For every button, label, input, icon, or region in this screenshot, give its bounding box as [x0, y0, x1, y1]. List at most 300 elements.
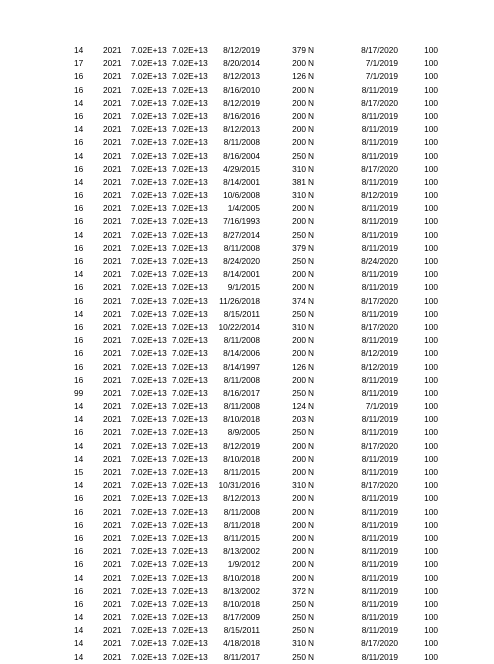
- percent-cell: 100: [424, 598, 438, 609]
- id-cell-a: 7.02E+13: [131, 110, 167, 121]
- amount-cell: 203: [292, 414, 306, 425]
- flag-cell: N: [308, 242, 314, 253]
- amount-cell: 200: [292, 467, 306, 477]
- percent-cell: 100: [424, 321, 438, 332]
- id-cell-b: 7.02E+13: [172, 45, 208, 55]
- flag-cell: N: [308, 651, 314, 662]
- percent-cell: 100: [424, 97, 438, 108]
- date-cell: 8/11/2018: [223, 519, 260, 530]
- effective-date-cell: 8/11/2019: [361, 137, 398, 148]
- effective-date-cell: 8/11/2019: [361, 150, 398, 161]
- table-row: [0, 466, 494, 479]
- percent-cell: 100: [424, 546, 438, 557]
- table-row: [0, 519, 494, 532]
- id-cell-a: 7.02E+13: [131, 401, 167, 412]
- id-cell-b: 7.02E+13: [172, 256, 208, 266]
- percent-cell: 100: [424, 256, 438, 266]
- table-row: [0, 150, 494, 163]
- percent-cell: 100: [424, 150, 438, 161]
- amount-cell: 379: [292, 242, 306, 253]
- year-cell: 2021: [103, 321, 122, 332]
- code-cell: 14: [74, 229, 84, 240]
- percent-cell: 100: [424, 71, 438, 82]
- percent-cell: 100: [424, 387, 438, 398]
- date-cell: 8/11/2008: [223, 374, 260, 385]
- table-row: [0, 611, 494, 624]
- id-cell-b: 7.02E+13: [172, 361, 208, 372]
- id-cell-a: 7.02E+13: [131, 176, 167, 187]
- code-cell: 16: [74, 163, 84, 174]
- id-cell-a: 7.02E+13: [131, 58, 167, 69]
- effective-date-cell: 8/11/2019: [361, 387, 398, 398]
- amount-cell: 200: [292, 559, 306, 570]
- table-row: [0, 426, 494, 439]
- year-cell: 2021: [103, 110, 122, 121]
- flag-cell: N: [308, 295, 314, 306]
- code-cell: 14: [74, 150, 84, 161]
- id-cell-b: 7.02E+13: [172, 598, 208, 609]
- year-cell: 2021: [103, 598, 122, 609]
- id-cell-a: 7.02E+13: [131, 572, 167, 583]
- year-cell: 2021: [103, 335, 122, 346]
- table-row: [0, 229, 494, 242]
- id-cell-b: 7.02E+13: [172, 110, 208, 121]
- effective-date-cell: 7/1/2019: [365, 58, 398, 69]
- id-cell-b: 7.02E+13: [172, 176, 208, 187]
- id-cell-b: 7.02E+13: [172, 203, 208, 214]
- effective-date-cell: 8/11/2019: [361, 335, 398, 346]
- percent-cell: 100: [424, 440, 438, 451]
- id-cell-a: 7.02E+13: [131, 625, 167, 636]
- code-cell: 14: [74, 269, 84, 280]
- code-cell: 16: [74, 216, 84, 227]
- date-cell: 8/12/2019: [223, 440, 260, 451]
- id-cell-a: 7.02E+13: [131, 282, 167, 293]
- flag-cell: N: [308, 506, 314, 517]
- code-cell: 14: [74, 414, 84, 425]
- percent-cell: 100: [424, 242, 438, 253]
- flag-cell: N: [308, 97, 314, 108]
- flag-cell: N: [308, 216, 314, 227]
- year-cell: 2021: [103, 532, 122, 543]
- code-cell: 14: [74, 638, 84, 649]
- flag-cell: N: [308, 150, 314, 161]
- date-cell: 8/11/2008: [223, 137, 260, 148]
- id-cell-a: 7.02E+13: [131, 45, 167, 55]
- id-cell-b: 7.02E+13: [172, 335, 208, 346]
- year-cell: 2021: [103, 124, 122, 135]
- table-row: [0, 123, 494, 136]
- amount-cell: 200: [292, 440, 306, 451]
- date-cell: 4/18/2018: [223, 638, 260, 649]
- effective-date-cell: 8/11/2019: [361, 229, 398, 240]
- date-cell: 8/12/2019: [223, 45, 260, 55]
- table-row: [0, 44, 494, 57]
- id-cell-a: 7.02E+13: [131, 269, 167, 280]
- id-cell-b: 7.02E+13: [172, 216, 208, 227]
- amount-cell: 200: [292, 216, 306, 227]
- year-cell: 2021: [103, 282, 122, 293]
- table-row: [0, 572, 494, 585]
- year-cell: 2021: [103, 387, 122, 398]
- table-row: [0, 598, 494, 611]
- effective-date-cell: 8/12/2019: [361, 361, 398, 372]
- percent-cell: 100: [424, 190, 438, 201]
- year-cell: 2021: [103, 401, 122, 412]
- table-row: [0, 70, 494, 83]
- id-cell-a: 7.02E+13: [131, 308, 167, 319]
- code-cell: 16: [74, 348, 84, 359]
- amount-cell: 250: [292, 387, 306, 398]
- id-cell-a: 7.02E+13: [131, 453, 167, 464]
- flag-cell: N: [308, 387, 314, 398]
- effective-date-cell: 8/17/2020: [361, 45, 398, 55]
- id-cell-b: 7.02E+13: [172, 401, 208, 412]
- effective-date-cell: 8/11/2019: [361, 269, 398, 280]
- effective-date-cell: 8/17/2020: [361, 638, 398, 649]
- amount-cell: 200: [292, 506, 306, 517]
- effective-date-cell: 8/17/2020: [361, 321, 398, 332]
- flag-cell: N: [308, 308, 314, 319]
- data-table: [0, 44, 494, 664]
- year-cell: 2021: [103, 559, 122, 570]
- effective-date-cell: 8/11/2019: [361, 532, 398, 543]
- percent-cell: 100: [424, 467, 438, 477]
- table-row: [0, 215, 494, 228]
- amount-cell: 200: [292, 84, 306, 95]
- percent-cell: 100: [424, 612, 438, 623]
- date-cell: 8/9/2005: [227, 427, 260, 438]
- id-cell-b: 7.02E+13: [172, 506, 208, 517]
- id-cell-a: 7.02E+13: [131, 242, 167, 253]
- date-cell: 8/16/2010: [223, 84, 260, 95]
- flag-cell: N: [308, 625, 314, 636]
- date-cell: 8/12/2013: [223, 124, 260, 135]
- date-cell: 7/16/1993: [223, 216, 260, 227]
- year-cell: 2021: [103, 625, 122, 636]
- flag-cell: N: [308, 612, 314, 623]
- table-row: [0, 400, 494, 413]
- date-cell: 8/10/2018: [223, 598, 260, 609]
- code-cell: 16: [74, 361, 84, 372]
- amount-cell: 250: [292, 150, 306, 161]
- id-cell-b: 7.02E+13: [172, 242, 208, 253]
- amount-cell: 374: [292, 295, 306, 306]
- code-cell: 14: [74, 440, 84, 451]
- flag-cell: N: [308, 348, 314, 359]
- percent-cell: 100: [424, 295, 438, 306]
- effective-date-cell: 8/11/2019: [361, 124, 398, 135]
- id-cell-b: 7.02E+13: [172, 229, 208, 240]
- code-cell: 16: [74, 546, 84, 557]
- amount-cell: 310: [292, 190, 306, 201]
- code-cell: 16: [74, 256, 84, 266]
- table-row: [0, 624, 494, 637]
- percent-cell: 100: [424, 414, 438, 425]
- year-cell: 2021: [103, 216, 122, 227]
- id-cell-b: 7.02E+13: [172, 387, 208, 398]
- code-cell: 14: [74, 124, 84, 135]
- code-cell: 14: [74, 612, 84, 623]
- year-cell: 2021: [103, 519, 122, 530]
- code-cell: 16: [74, 190, 84, 201]
- date-cell: 8/13/2002: [223, 546, 260, 557]
- table-row: [0, 57, 494, 70]
- effective-date-cell: 8/17/2020: [361, 97, 398, 108]
- year-cell: 2021: [103, 546, 122, 557]
- id-cell-b: 7.02E+13: [172, 651, 208, 662]
- year-cell: 2021: [103, 176, 122, 187]
- flag-cell: N: [308, 598, 314, 609]
- date-cell: 8/16/2016: [223, 110, 260, 121]
- table-row: [0, 492, 494, 505]
- id-cell-a: 7.02E+13: [131, 651, 167, 662]
- flag-cell: N: [308, 176, 314, 187]
- flag-cell: N: [308, 519, 314, 530]
- year-cell: 2021: [103, 45, 122, 55]
- id-cell-a: 7.02E+13: [131, 203, 167, 214]
- table-row: [0, 281, 494, 294]
- flag-cell: N: [308, 374, 314, 385]
- id-cell-b: 7.02E+13: [172, 71, 208, 82]
- date-cell: 8/11/2008: [223, 401, 260, 412]
- table-row: [0, 308, 494, 321]
- id-cell-b: 7.02E+13: [172, 374, 208, 385]
- id-cell-b: 7.02E+13: [172, 58, 208, 69]
- amount-cell: 381: [292, 176, 306, 187]
- code-cell: 16: [74, 295, 84, 306]
- id-cell-b: 7.02E+13: [172, 625, 208, 636]
- amount-cell: 200: [292, 532, 306, 543]
- year-cell: 2021: [103, 414, 122, 425]
- effective-date-cell: 8/11/2019: [361, 651, 398, 662]
- percent-cell: 100: [424, 216, 438, 227]
- percent-cell: 100: [424, 480, 438, 491]
- effective-date-cell: 8/11/2019: [361, 559, 398, 570]
- effective-date-cell: 8/11/2019: [361, 506, 398, 517]
- id-cell-a: 7.02E+13: [131, 295, 167, 306]
- id-cell-a: 7.02E+13: [131, 493, 167, 504]
- code-cell: 16: [74, 559, 84, 570]
- year-cell: 2021: [103, 163, 122, 174]
- table-row: [0, 189, 494, 202]
- year-cell: 2021: [103, 71, 122, 82]
- flag-cell: N: [308, 110, 314, 121]
- code-cell: 15: [74, 467, 84, 477]
- effective-date-cell: 8/11/2019: [361, 110, 398, 121]
- effective-date-cell: 8/11/2019: [361, 203, 398, 214]
- date-cell: 8/10/2018: [223, 414, 260, 425]
- effective-date-cell: 8/11/2019: [361, 216, 398, 227]
- amount-cell: 200: [292, 97, 306, 108]
- id-cell-b: 7.02E+13: [172, 453, 208, 464]
- id-cell-a: 7.02E+13: [131, 216, 167, 227]
- id-cell-b: 7.02E+13: [172, 585, 208, 596]
- code-cell: 14: [74, 401, 84, 412]
- id-cell-a: 7.02E+13: [131, 414, 167, 425]
- date-cell: 4/29/2015: [223, 163, 260, 174]
- id-cell-b: 7.02E+13: [172, 440, 208, 451]
- id-cell-b: 7.02E+13: [172, 308, 208, 319]
- code-cell: 14: [74, 625, 84, 636]
- year-cell: 2021: [103, 84, 122, 95]
- id-cell-a: 7.02E+13: [131, 585, 167, 596]
- effective-date-cell: 8/11/2019: [361, 493, 398, 504]
- flag-cell: N: [308, 321, 314, 332]
- date-cell: 8/12/2019: [223, 97, 260, 108]
- code-cell: 14: [74, 176, 84, 187]
- percent-cell: 100: [424, 84, 438, 95]
- flag-cell: N: [308, 124, 314, 135]
- year-cell: 2021: [103, 242, 122, 253]
- flag-cell: N: [308, 137, 314, 148]
- date-cell: 10/22/2014: [218, 321, 260, 332]
- effective-date-cell: 7/1/2019: [365, 71, 398, 82]
- percent-cell: 100: [424, 572, 438, 583]
- flag-cell: N: [308, 480, 314, 491]
- date-cell: 8/11/2015: [223, 532, 260, 543]
- flag-cell: N: [308, 84, 314, 95]
- percent-cell: 100: [424, 58, 438, 69]
- table-row: [0, 637, 494, 650]
- year-cell: 2021: [103, 480, 122, 491]
- table-row: [0, 532, 494, 545]
- id-cell-b: 7.02E+13: [172, 480, 208, 491]
- percent-cell: 100: [424, 361, 438, 372]
- year-cell: 2021: [103, 493, 122, 504]
- effective-date-cell: 8/12/2019: [361, 348, 398, 359]
- code-cell: 16: [74, 137, 84, 148]
- code-cell: 16: [74, 532, 84, 543]
- table-row: [0, 84, 494, 97]
- effective-date-cell: 8/11/2019: [361, 374, 398, 385]
- code-cell: 16: [74, 585, 84, 596]
- id-cell-a: 7.02E+13: [131, 374, 167, 385]
- flag-cell: N: [308, 493, 314, 504]
- flag-cell: N: [308, 282, 314, 293]
- date-cell: 8/17/2009: [223, 612, 260, 623]
- date-cell: 8/11/2008: [223, 506, 260, 517]
- id-cell-b: 7.02E+13: [172, 493, 208, 504]
- table-row: [0, 558, 494, 571]
- id-cell-b: 7.02E+13: [172, 124, 208, 135]
- year-cell: 2021: [103, 269, 122, 280]
- flag-cell: N: [308, 361, 314, 372]
- year-cell: 2021: [103, 374, 122, 385]
- table-row: [0, 295, 494, 308]
- code-cell: 16: [74, 427, 84, 438]
- percent-cell: 100: [424, 308, 438, 319]
- year-cell: 2021: [103, 295, 122, 306]
- amount-cell: 379: [292, 45, 306, 55]
- amount-cell: 250: [292, 229, 306, 240]
- date-cell: 8/16/2017: [223, 387, 260, 398]
- table-row: [0, 110, 494, 123]
- table-row: [0, 440, 494, 453]
- code-cell: 14: [74, 572, 84, 583]
- id-cell-a: 7.02E+13: [131, 321, 167, 332]
- table-row: [0, 97, 494, 110]
- amount-cell: 200: [292, 493, 306, 504]
- id-cell-a: 7.02E+13: [131, 361, 167, 372]
- table-row: [0, 202, 494, 215]
- date-cell: 8/15/2011: [223, 625, 260, 636]
- amount-cell: 126: [292, 361, 306, 372]
- year-cell: 2021: [103, 308, 122, 319]
- date-cell: 8/12/2013: [223, 71, 260, 82]
- date-cell: 8/24/2020: [223, 256, 260, 266]
- id-cell-a: 7.02E+13: [131, 532, 167, 543]
- table-row: [0, 255, 494, 268]
- id-cell-a: 7.02E+13: [131, 519, 167, 530]
- percent-cell: 100: [424, 229, 438, 240]
- amount-cell: 200: [292, 203, 306, 214]
- date-cell: 11/26/2018: [219, 295, 260, 306]
- code-cell: 16: [74, 519, 84, 530]
- id-cell-a: 7.02E+13: [131, 348, 167, 359]
- percent-cell: 100: [424, 625, 438, 636]
- code-cell: 16: [74, 374, 84, 385]
- effective-date-cell: 8/17/2020: [361, 163, 398, 174]
- code-cell: 14: [74, 651, 84, 662]
- amount-cell: 250: [292, 598, 306, 609]
- effective-date-cell: 8/11/2019: [361, 585, 398, 596]
- id-cell-a: 7.02E+13: [131, 612, 167, 623]
- id-cell-b: 7.02E+13: [172, 269, 208, 280]
- amount-cell: 200: [292, 335, 306, 346]
- id-cell-b: 7.02E+13: [172, 467, 208, 477]
- date-cell: 8/13/2002: [223, 585, 260, 596]
- id-cell-a: 7.02E+13: [131, 190, 167, 201]
- year-cell: 2021: [103, 572, 122, 583]
- percent-cell: 100: [424, 282, 438, 293]
- code-cell: 14: [74, 308, 84, 319]
- date-cell: 8/27/2014: [223, 229, 260, 240]
- flag-cell: N: [308, 427, 314, 438]
- year-cell: 2021: [103, 137, 122, 148]
- id-cell-b: 7.02E+13: [172, 137, 208, 148]
- date-cell: 10/31/2016: [218, 480, 260, 491]
- table-row: [0, 651, 494, 664]
- date-cell: 8/14/2006: [223, 348, 260, 359]
- id-cell-b: 7.02E+13: [172, 84, 208, 95]
- percent-cell: 100: [424, 163, 438, 174]
- amount-cell: 310: [292, 638, 306, 649]
- percent-cell: 100: [424, 453, 438, 464]
- code-cell: 14: [74, 45, 84, 55]
- effective-date-cell: 8/17/2020: [361, 480, 398, 491]
- table-row: [0, 176, 494, 189]
- code-cell: 16: [74, 335, 84, 346]
- effective-date-cell: 8/11/2019: [361, 427, 398, 438]
- percent-cell: 100: [424, 493, 438, 504]
- percent-cell: 100: [424, 585, 438, 596]
- date-cell: 8/14/2001: [223, 176, 260, 187]
- id-cell-b: 7.02E+13: [172, 414, 208, 425]
- flag-cell: N: [308, 45, 314, 55]
- id-cell-a: 7.02E+13: [131, 256, 167, 266]
- code-cell: 16: [74, 71, 84, 82]
- amount-cell: 250: [292, 612, 306, 623]
- id-cell-b: 7.02E+13: [172, 427, 208, 438]
- id-cell-a: 7.02E+13: [131, 467, 167, 477]
- date-cell: 8/20/2014: [223, 58, 260, 69]
- table-row: [0, 387, 494, 400]
- id-cell-a: 7.02E+13: [131, 163, 167, 174]
- year-cell: 2021: [103, 427, 122, 438]
- date-cell: 10/6/2008: [223, 190, 260, 201]
- amount-cell: 310: [292, 480, 306, 491]
